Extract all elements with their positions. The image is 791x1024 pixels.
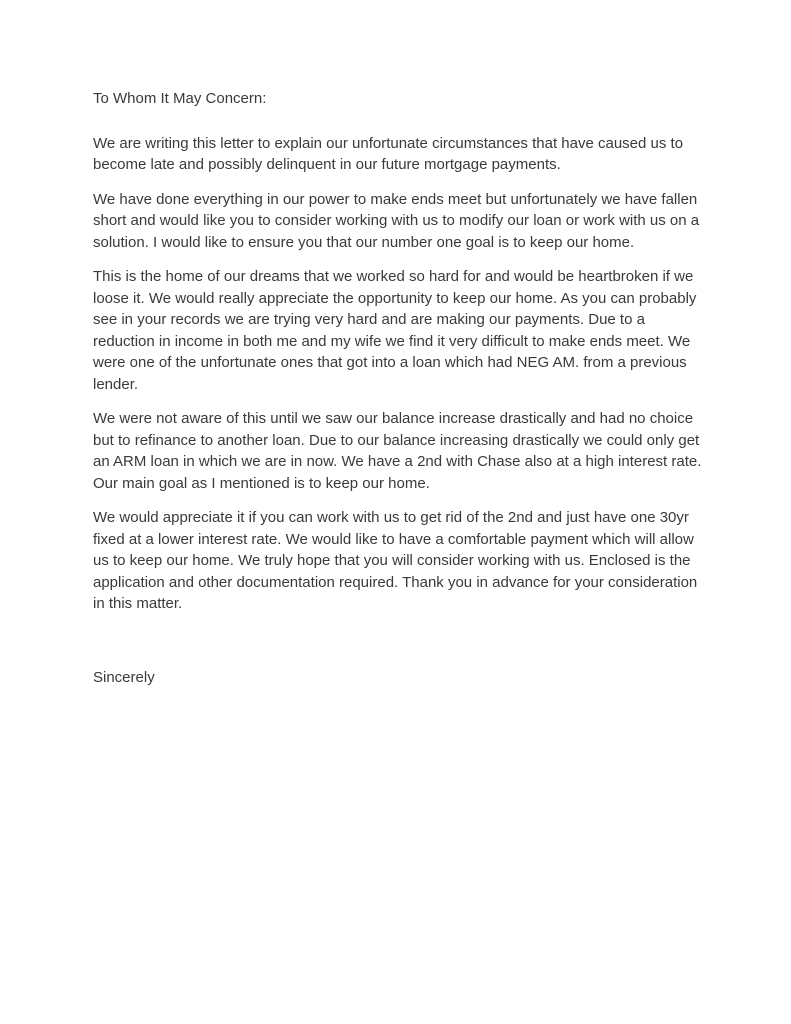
- letter-paragraph-4: We were not aware of this until we saw our balance increase drastically and had no choice but to refinance to another loan. Due to our balance increasing drastically we could only get an ARM loan in which we are in now. We have a 2nd with Chase also at a high interest rate. Our main goal as I mentioned is to keep our home.: [93, 410, 702, 492]
- letter-paragraph-1: We are writing this letter to explain our unfortunate circumstances that have caused us to become late and possibly delinquent in our future mortgage payments.: [93, 134, 684, 173]
- letter-paragraph-5: We would appreciate it if you can work with us to get rid of the 2nd and just have one 30yr fixed at a lower interest rate. We would like to have a comfortable payment which will allow us to keep our home. We truly hope that you will consider working with us. Enclosed is the application and other documentation required. Thank you in advance for your consideration in this matter.: [93, 509, 698, 612]
- letter-paragraph-2: We have done everything in our power to make ends meet but unfortunately we have fallen short and would like you to consider working with us to modify our loan or work with us on a solution. I would like to ensure you that our number one goal is to keep our home.: [93, 190, 700, 251]
- letter-closing: Sincerely: [93, 668, 155, 686]
- letter-salutation: To Whom It May Concern:: [93, 90, 267, 107]
- letter-paragraph-3: This is the home of our dreams that we worked so hard for and would be heartbroken if we loose it. We would really appreciate the opportunity to keep our home. As you can probably see in your records we are trying very hard and are making our payments. Due to a reduction in income in both me and my wife we find it very difficult to make ends meet. We were one of the unfortunate ones that got into a loan which had NEG AM. from a previous lender.: [93, 268, 697, 393]
- letter-body: [93, 88, 703, 688]
